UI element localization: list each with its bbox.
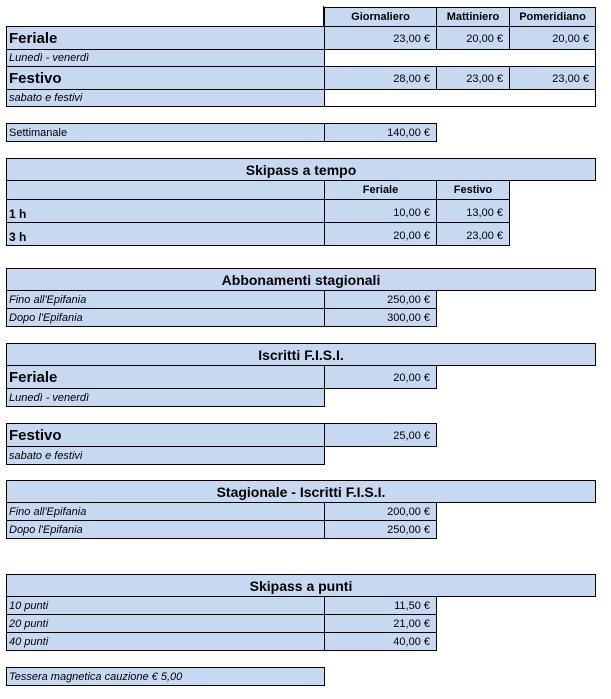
fisi-title: Iscritti F.I.S.I.: [6, 343, 596, 366]
tempo-title: Skipass a tempo: [6, 158, 596, 181]
fisi-feriale-label: Feriale: [6, 365, 325, 389]
feriale-label: Feriale: [6, 26, 325, 50]
festivo-giornaliero: 28,00 €: [324, 66, 437, 90]
punti-row-label: 20 punti: [6, 614, 325, 633]
punti-row-value: 40,00 €: [324, 632, 437, 651]
tempo-col-festivo: Festivo: [436, 180, 510, 200]
punti-row-value: 11,50 €: [324, 596, 437, 615]
stagionale-fisi-row-label: Dopo l'Epifania: [6, 520, 325, 539]
stagionale-fisi-title: Stagionale - Iscritti F.I.S.I.: [6, 480, 596, 503]
col-header-giornaliero: Giornaliero: [324, 7, 437, 27]
blank-row: [324, 49, 596, 67]
fisi-feriale-value: 20,00 €: [324, 365, 437, 389]
tempo-row-label: 1 h: [6, 199, 325, 223]
stagionale-fisi-row-value: 250,00 €: [324, 520, 437, 539]
settimanale-label: Settimanale: [6, 123, 325, 142]
tempo-header-blank: [6, 180, 325, 200]
tempo-col-feriale: Feriale: [324, 180, 437, 200]
fisi-festivo-value: 25,00 €: [324, 423, 437, 447]
tempo-row-feriale: 10,00 €: [324, 199, 437, 223]
stagionali-row-value: 250,00 €: [324, 290, 437, 309]
tempo-row-label: 3 h: [6, 222, 325, 246]
settimanale-value: 140,00 €: [324, 123, 437, 142]
stagionale-fisi-row-label: Fino all'Epifania: [6, 502, 325, 521]
stagionali-row-label: Dopo l'Epifania: [6, 308, 325, 327]
feriale-giornaliero: 23,00 €: [324, 26, 437, 50]
feriale-sub: Lunedì - venerdì: [6, 49, 325, 67]
punti-row-label: 40 punti: [6, 632, 325, 651]
festivo-sub: sabato e festivi: [6, 89, 325, 107]
col-header-pomeridiano: Pomeridiano: [509, 7, 596, 27]
festivo-label: Festivo: [6, 66, 325, 90]
punti-row-value: 21,00 €: [324, 614, 437, 633]
stagionali-row-label: Fino all'Epifania: [6, 290, 325, 309]
punti-title: Skipass a punti: [6, 574, 596, 597]
stagionale-fisi-row-value: 200,00 €: [324, 502, 437, 521]
tempo-row-feriale: 20,00 €: [324, 222, 437, 246]
stagionali-row-value: 300,00 €: [324, 308, 437, 327]
fisi-festivo-sub: sabato e festivi: [6, 446, 325, 465]
tempo-row-festivo: 13,00 €: [436, 199, 510, 223]
punti-row-label: 10 punti: [6, 596, 325, 615]
tempo-row-festivo: 23,00 €: [436, 222, 510, 246]
blank-row: [324, 89, 596, 107]
feriale-pomeridiano: 20,00 €: [509, 26, 596, 50]
festivo-mattiniero: 23,00 €: [436, 66, 510, 90]
festivo-pomeridiano: 23,00 €: [509, 66, 596, 90]
stagionali-title: Abbonamenti stagionali: [6, 268, 596, 291]
header-blank-cell: [6, 6, 324, 26]
fisi-festivo-label: Festivo: [6, 423, 325, 447]
col-header-mattiniero: Mattiniero: [436, 7, 510, 27]
fisi-feriale-sub: Lunedì - venerdì: [6, 388, 325, 407]
tessera-note: Tessera magnetica cauzione € 5,00: [6, 667, 325, 686]
feriale-mattiniero: 20,00 €: [436, 26, 510, 50]
